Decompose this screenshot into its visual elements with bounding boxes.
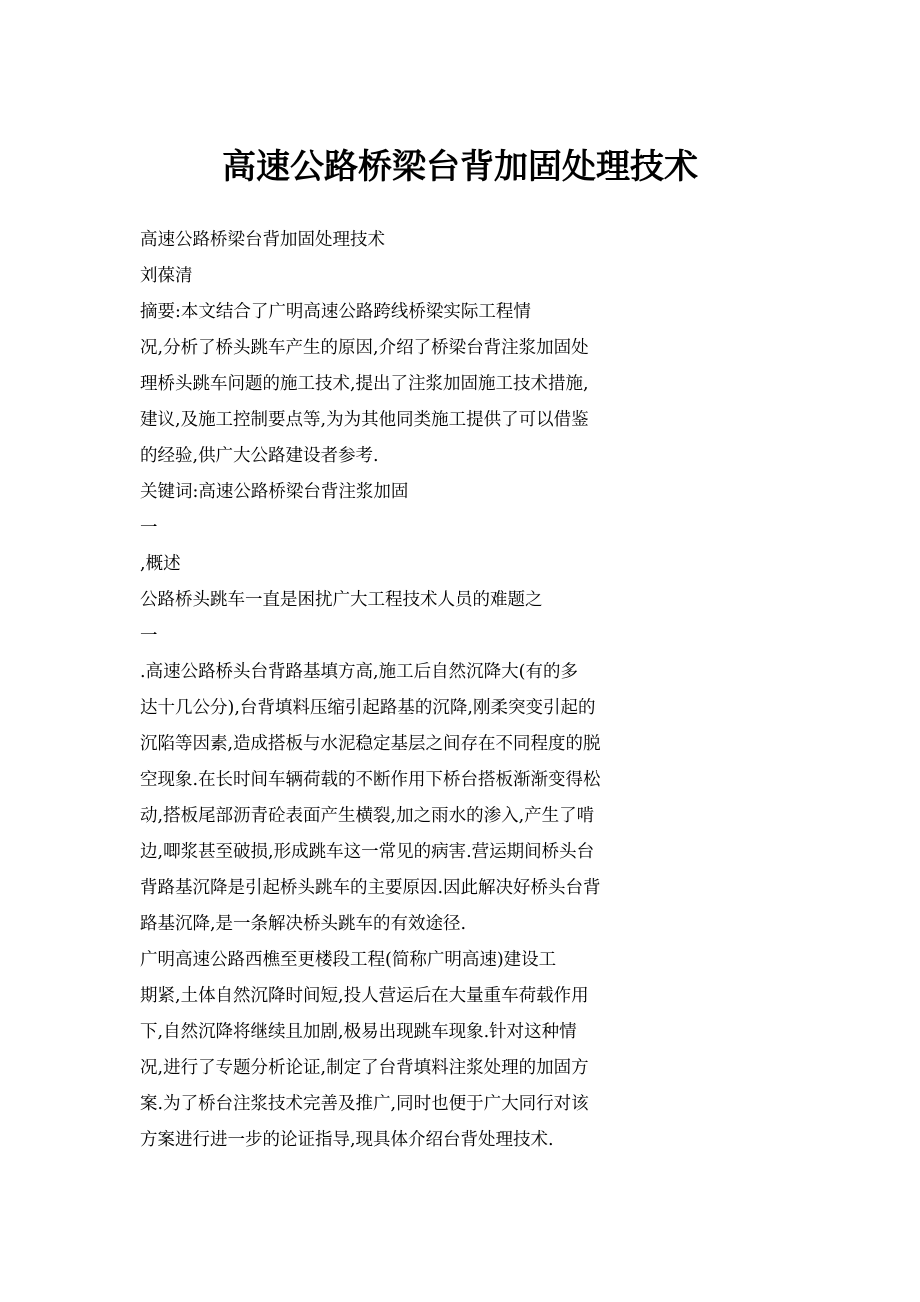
text-line: 动,搭板尾部沥青砼表面产生横裂,加之雨水的渗入,产生了啃 [140, 806, 595, 826]
text-line: 况,分析了桥头跳车产生的原因,介绍了桥梁台背注浆加固处 [140, 338, 589, 358]
text-line: 空现象.在长时间车辆荷载的不断作用下桥台搭板渐渐变得松 [140, 770, 601, 790]
text-line: 一 [140, 518, 158, 538]
text-line: 建议,及施工控制要点等,为为其他同类施工提供了可以借鉴 [140, 410, 589, 430]
text-line: 案.为了桥台注浆技术完善及推广,同时也便于广大同行对该 [140, 1094, 589, 1114]
text-line: 关键词:高速公路桥梁台背注浆加固 [140, 482, 409, 502]
text-line: 路基沉降,是一条解决桥头跳车的有效途径. [140, 914, 467, 934]
text-line: 公路桥头跳车一直是困扰广大工程技术人员的难题之 [140, 590, 543, 610]
text-line: 期紧,土体自然沉降时间短,投人营运后在大量重车荷载作用 [140, 986, 589, 1006]
text-line: 的经验,供广大公路建设者参考. [140, 446, 379, 466]
text-line: 摘要:本文结合了广明高速公路跨线桥梁实际工程情 [140, 302, 531, 322]
text-line: 理桥头跳车问题的施工技术,提出了注浆加固施工技术措施, [140, 374, 589, 394]
text-line: 达十几公分),台背填料压缩引起路基的沉降,刚柔突变引起的 [140, 698, 596, 718]
document-title: 高速公路桥梁台背加固处理技术 [222, 147, 698, 187]
text-line: 高速公路桥梁台背加固处理技术 [140, 230, 385, 250]
text-line: 背路基沉降是引起桥头跳车的主要原因.因此解决好桥头台背 [140, 878, 601, 898]
text-line: 方案进行进一步的论证指导,现具体介绍台背处理技术. [140, 1130, 554, 1150]
text-line: 广明高速公路西樵至更楼段工程(简称广明高速)建设工 [140, 950, 557, 970]
text-line: 刘葆清 [140, 266, 193, 286]
document-body [140, 222, 640, 1158]
text-line: 边,唧浆甚至破损,形成跳车这一常见的病害.营运期间桥头台 [140, 842, 595, 862]
text-line: 一 [140, 626, 158, 646]
text-line: 沉陷等因素,造成搭板与水泥稳定基层之间存在不同程度的脱 [140, 734, 601, 754]
text-line: 下,自然沉降将继续且加剧,极易出现跳车现象.针对这种情 [140, 1022, 577, 1042]
text-line: .高速公路桥头台背路基填方高,施工后自然沉降大(有的多 [140, 662, 578, 682]
text-line: 况,进行了专题分析论证,制定了台背填料注浆处理的加固方 [140, 1058, 589, 1078]
text-line: ,概述 [140, 554, 181, 574]
